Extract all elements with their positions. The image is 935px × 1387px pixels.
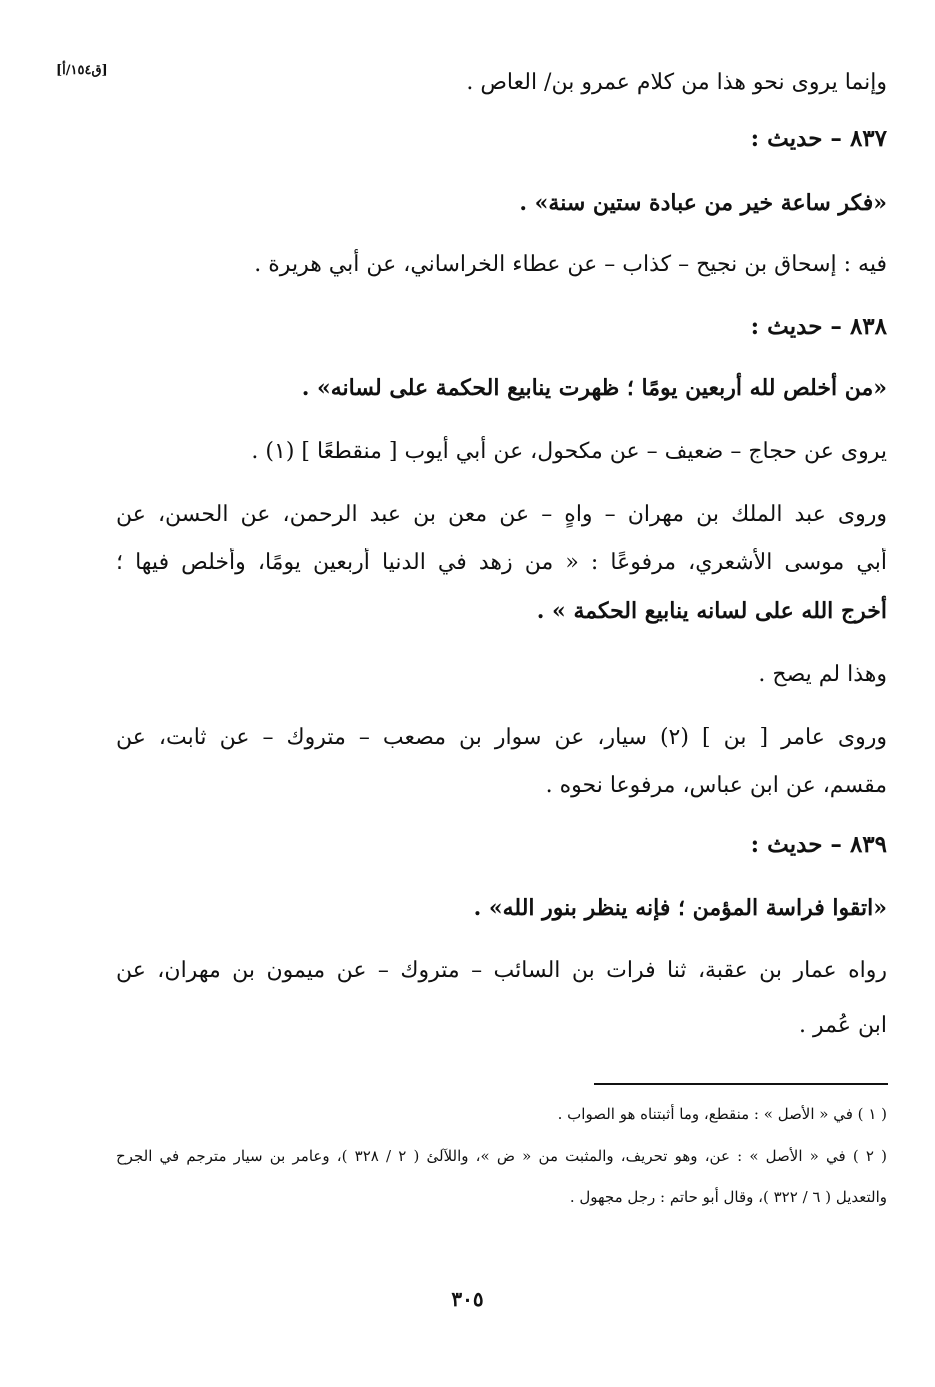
hadith-commentary-837: فيه : إسحاق بن نجيح – كذاب – عن عطاء الخراساني، عن أبي هريرة . — [254, 252, 887, 277]
hadith-commentary-838-a: يروى عن حجاج – ضعيف – عن مكحول، عن أبي أيوب [ منقطعًا ] (١) . — [251, 439, 887, 464]
hadith-commentary-839-line1: رواه عمار بن عقبة، ثنا فرات بن السائب – متروك – عن ميمون بن مهران، عن — [116, 958, 887, 983]
hadith-text-837: «فكر ساعة خير من عبادة ستين سنة» . — [519, 190, 887, 216]
hadith-text-839: «اتقوا فراسة المؤمن ؛ فإنه ينظر بنور الله» . — [473, 895, 887, 921]
hadith-heading-839: ٨٣٩ – حديث : — [750, 831, 887, 858]
footnote-separator — [594, 1083, 888, 1085]
footnote-1: ( ١ ) في « الأصل » : منقطع، وما أثبتناه هو الصواب . — [557, 1105, 887, 1123]
hadith-commentary-838-b-line2: أبي موسى الأشعري، مرفوعًا : « من زهد في الدنيا أربعين يومًا، وأخلص فيها ؛ — [116, 550, 887, 575]
hadith-commentary-838-c: وهذا لم يصح . — [758, 662, 887, 687]
hadith-commentary-838-d-line1: وروى عامر [ بن ] (٢) سيار، عن سوار بن مصعب – متروك – عن ثابت، عن — [116, 725, 887, 750]
hadith-commentary-838-b-line3: أخرج الله على لسانه ينابيع الحكمة » . — [536, 598, 887, 624]
hadith-commentary-839-line2: ابن عُمر . — [799, 1013, 887, 1038]
hadith-heading-838: ٨٣٨ – حديث : — [750, 313, 887, 340]
text-line-continuation: وإنما يروى نحو هذا من كلام عمرو بن/ العاص . — [466, 70, 887, 95]
manuscript-folio-reference: [ق١٥٤/أ] — [56, 63, 108, 78]
hadith-text-838: «من أخلص لله أربعين يومًا ؛ ظهرت ينابيع الحكمة على لسانه» . — [301, 375, 887, 401]
hadith-commentary-838-b-line1: وروى عبد الملك بن مهران – واهٍ – عن معن بن عبد الرحمن، عن الحسن، عن — [116, 502, 887, 527]
hadith-commentary-838-d-line2: مقسم، عن ابن عباس، مرفوعا نحوه . — [545, 773, 887, 798]
footnote-2-line2: والتعديل ( ٦ / ٣٢٢ )، وقال أبو حاتم : رجل مجهول . — [569, 1188, 887, 1206]
footnote-2-line1: ( ٢ ) في « الأصل » : عن، وهو تحريف، والمثبت من « ض »، واللآلئ ( ٢ / ٣٢٨ )، وعامر بن سيار مترجم في الجرح — [116, 1147, 887, 1165]
hadith-heading-837: ٨٣٧ – حديث : — [750, 125, 887, 152]
page-number: ٣٠٥ — [451, 1287, 484, 1311]
